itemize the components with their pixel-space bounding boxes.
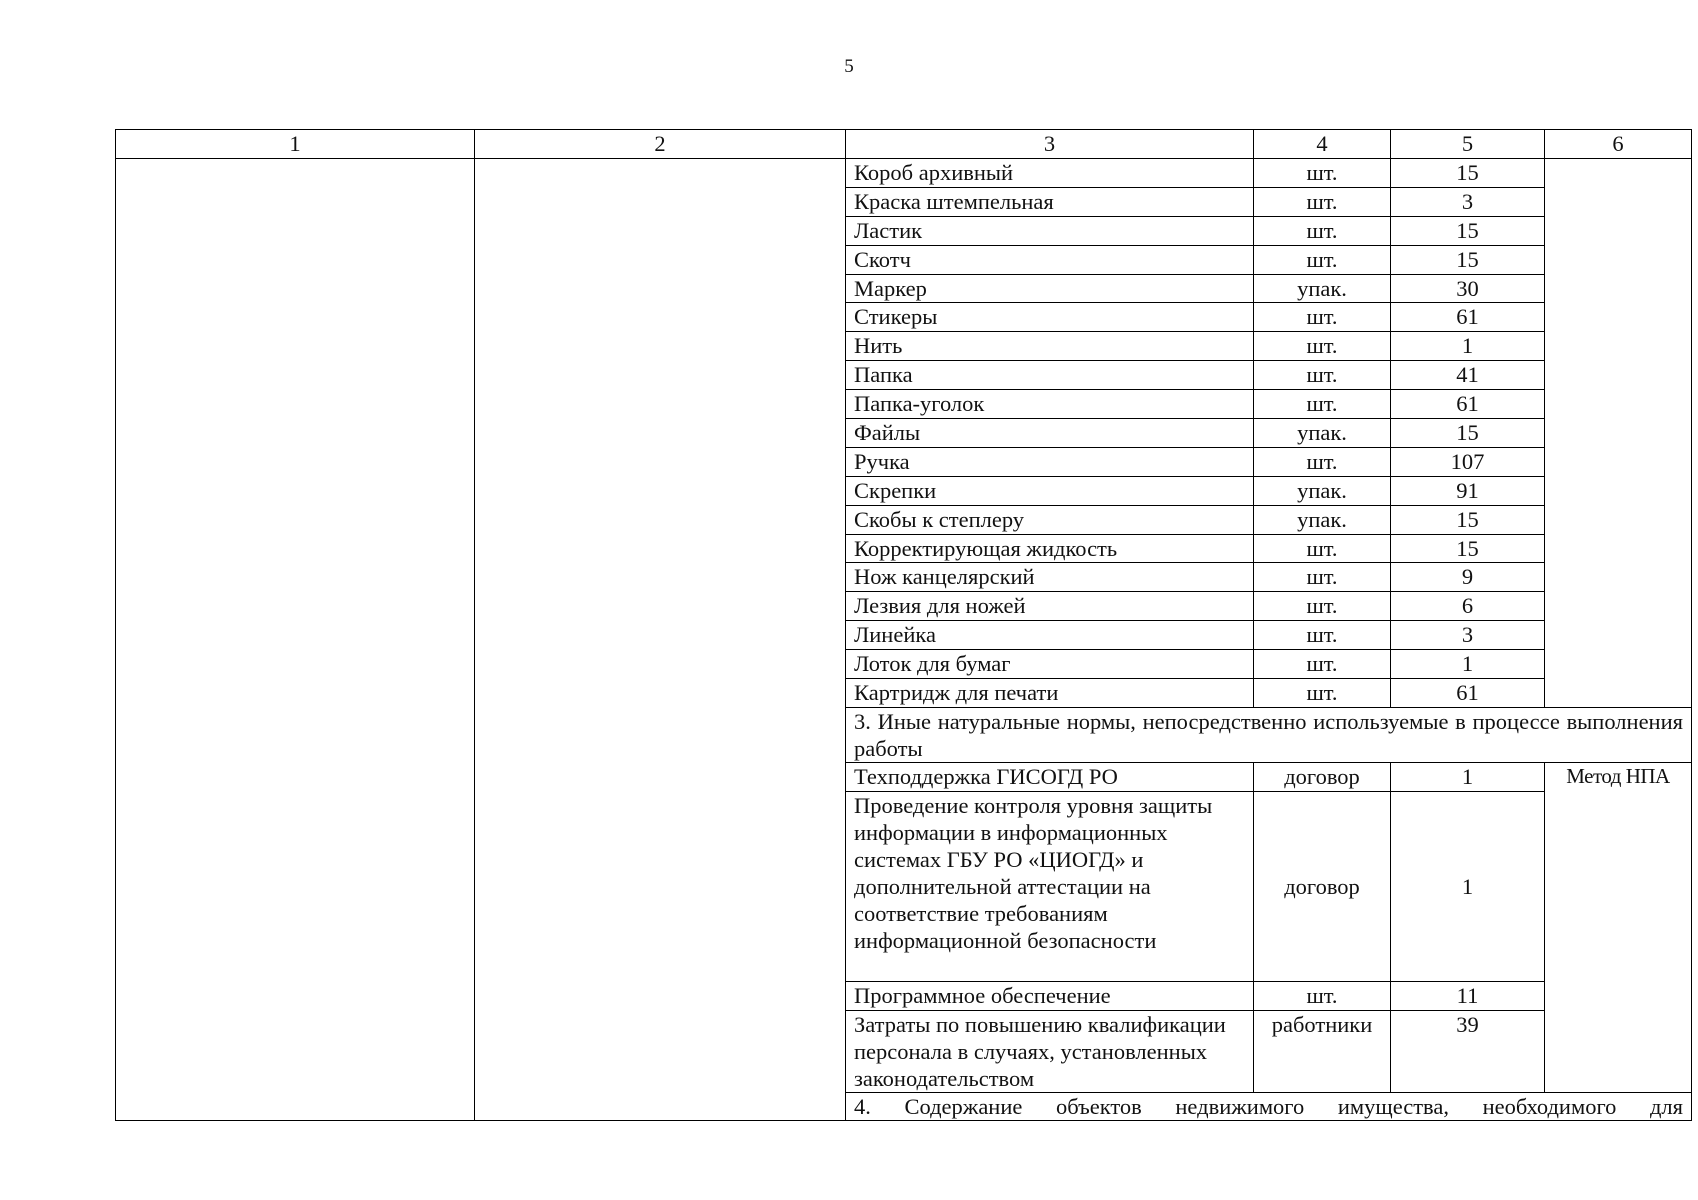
item-unit: упак. (1254, 274, 1391, 303)
supplies-method-cell (1545, 159, 1692, 708)
item-qty: 39 (1391, 1010, 1545, 1092)
item-name: Скобы к степлеру (846, 505, 1254, 534)
item-name: Нож канцелярский (846, 563, 1254, 592)
item-qty: 1 (1391, 791, 1545, 981)
item-name: Программное обеспечение (846, 981, 1254, 1010)
item-qty: 61 (1391, 390, 1545, 419)
item-qty: 30 (1391, 274, 1545, 303)
page-number: 5 (844, 56, 854, 77)
item-name: Короб архивный (846, 159, 1254, 188)
column-header: 1 (116, 130, 475, 159)
item-name: Папка (846, 361, 1254, 390)
item-name: Проведение контроля уровня защиты информации в информационных системах ГБУ РО «ЦИОГД» и дополнительной аттестации на соответствие требованиям информационной безопасности (846, 791, 1254, 981)
item-qty: 1 (1391, 650, 1545, 679)
item-qty: 61 (1391, 303, 1545, 332)
item-name: Скотч (846, 245, 1254, 274)
item-unit: шт. (1254, 447, 1391, 476)
column-2-blank (475, 159, 846, 1121)
column-header: 2 (475, 130, 846, 159)
item-qty: 6 (1391, 592, 1545, 621)
item-unit: шт. (1254, 187, 1391, 216)
item-name: Затраты по повышению квалификации персонала в случаях, установленных законодательством (846, 1010, 1254, 1092)
section-3-title: 3. Иные натуральные нормы, непосредственно используемые в процессе выполнения работы (846, 707, 1692, 762)
item-unit: шт. (1254, 563, 1391, 592)
item-unit: шт. (1254, 361, 1391, 390)
method-cell: Метод НПА (1545, 762, 1692, 1092)
item-unit: упак. (1254, 476, 1391, 505)
item-qty: 15 (1391, 159, 1545, 188)
column-header: 3 (846, 130, 1254, 159)
item-qty: 61 (1391, 679, 1545, 708)
item-qty: 15 (1391, 419, 1545, 448)
norms-table (115, 129, 1692, 1121)
item-unit: упак. (1254, 505, 1391, 534)
item-name: Ластик (846, 216, 1254, 245)
column-1-blank (116, 159, 475, 1121)
item-name: Файлы (846, 419, 1254, 448)
item-qty: 41 (1391, 361, 1545, 390)
item-name: Скрепки (846, 476, 1254, 505)
item-qty: 1 (1391, 762, 1545, 791)
column-number-row (116, 130, 1692, 159)
item-unit: шт. (1254, 650, 1391, 679)
item-unit: шт. (1254, 534, 1391, 563)
item-qty: 3 (1391, 621, 1545, 650)
item-qty: 3 (1391, 187, 1545, 216)
item-unit: работники (1254, 1010, 1391, 1092)
item-name: Стикеры (846, 303, 1254, 332)
item-unit: договор (1254, 762, 1391, 791)
item-qty: 11 (1391, 981, 1545, 1010)
item-qty: 15 (1391, 534, 1545, 563)
item-unit: шт. (1254, 592, 1391, 621)
item-unit: шт. (1254, 621, 1391, 650)
item-unit: шт. (1254, 216, 1391, 245)
item-name: Маркер (846, 274, 1254, 303)
item-qty: 15 (1391, 505, 1545, 534)
item-name: Техподдержка ГИСОГД РО (846, 762, 1254, 791)
item-unit: шт. (1254, 679, 1391, 708)
item-unit: упак. (1254, 419, 1391, 448)
item-unit: шт. (1254, 332, 1391, 361)
item-name: Лезвия для ножей (846, 592, 1254, 621)
item-name: Картридж для печати (846, 679, 1254, 708)
column-header: 6 (1545, 130, 1692, 159)
item-qty: 15 (1391, 216, 1545, 245)
item-qty: 1 (1391, 332, 1545, 361)
item-unit: шт. (1254, 390, 1391, 419)
column-header: 4 (1254, 130, 1391, 159)
item-name: Нить (846, 332, 1254, 361)
item-unit: шт. (1254, 981, 1391, 1010)
item-name: Линейка (846, 621, 1254, 650)
item-qty: 15 (1391, 245, 1545, 274)
item-qty: 107 (1391, 447, 1545, 476)
section-4-title: 4. Содержание объектов недвижимого имущества, необходимого для (846, 1092, 1692, 1120)
column-header: 5 (1391, 130, 1545, 159)
item-name: Ручка (846, 447, 1254, 476)
item-qty: 9 (1391, 563, 1545, 592)
item-name: Лоток для бумаг (846, 650, 1254, 679)
item-unit: шт. (1254, 303, 1391, 332)
item-qty: 91 (1391, 476, 1545, 505)
item-name: Корректирующая жидкость (846, 534, 1254, 563)
item-unit: шт. (1254, 159, 1391, 188)
item-unit: договор (1254, 791, 1391, 981)
table-row (116, 159, 1692, 188)
item-name: Папка-уголок (846, 390, 1254, 419)
item-name: Краска штемпельная (846, 187, 1254, 216)
item-unit: шт. (1254, 245, 1391, 274)
